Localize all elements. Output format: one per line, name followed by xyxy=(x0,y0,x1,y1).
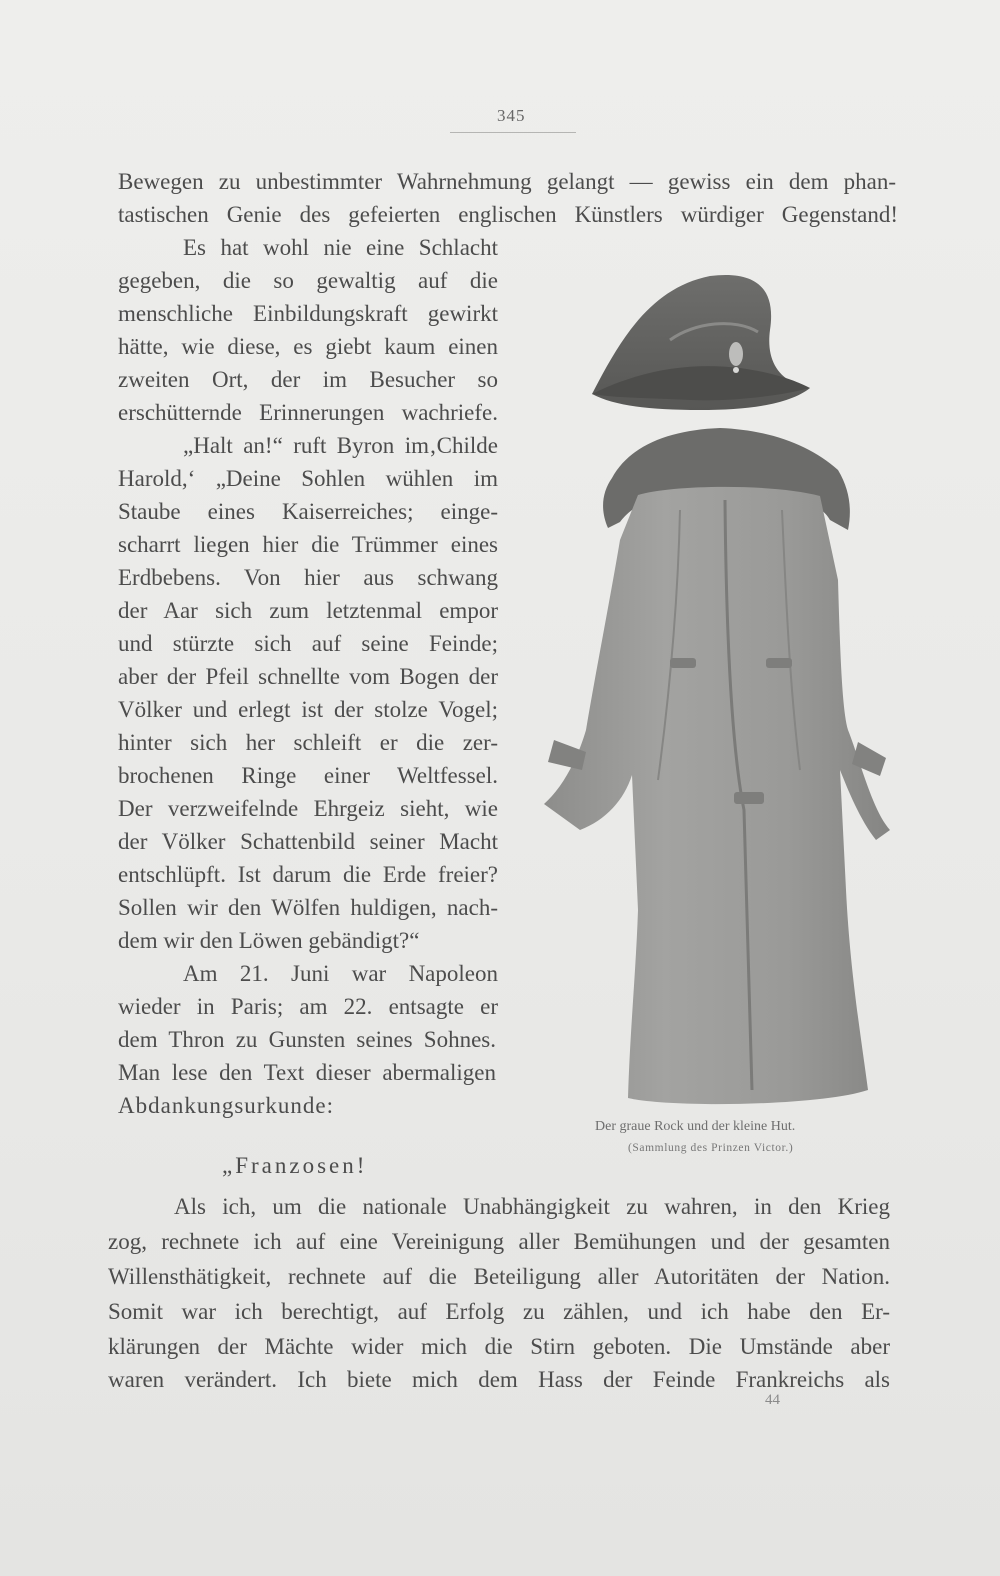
text-line: Der verzweifelnde Ehrgeiz sieht, wie xyxy=(118,796,498,821)
text-line: brochenen Ringe einer Weltfessel. xyxy=(118,763,498,788)
text-line: gegeben, die so gewaltig auf die xyxy=(118,268,498,293)
text-line: Bewegen zu unbestimmter Wahrnehmung gelangt — gewiss ein dem phan- xyxy=(118,169,896,194)
text-line: Abdankungsurkunde: xyxy=(118,1093,335,1118)
figure-caption: Der graue Rock und der kleine Hut. xyxy=(595,1119,796,1134)
text-line: zweiten Ort, der im Besucher so xyxy=(118,367,498,392)
text-line: und stürzte sich auf seine Feinde; xyxy=(118,631,498,656)
text-line: wieder in Paris; am 22. entsagte er xyxy=(118,994,498,1019)
section-heading: „Franzosen! xyxy=(222,1153,368,1178)
text-line: scharrt liegen hier die Trümmer eines xyxy=(118,532,498,557)
text-line: menschliche Einbildungskraft gewirkt xyxy=(118,301,498,326)
text-line: dem wir den Löwen gebändigt?“ xyxy=(118,928,420,953)
text-line: erschütternde Erinnerungen wachriefe. xyxy=(118,400,498,425)
text-line: Am 21. Juni war Napoleon xyxy=(183,961,498,986)
text-line: Willensthätigkeit, rechnete auf die Beteiligung aller Autoritäten der Nation. xyxy=(108,1264,890,1289)
text-line: Sollen wir den Wölfen huldigen, nach- xyxy=(118,895,498,920)
text-line: hätte, wie diese, es giebt kaum einen xyxy=(118,334,498,359)
text-line: zog, rechnete ich auf eine Vereinigung aller Bemühungen und der gesamten xyxy=(108,1229,890,1254)
text-line: entschlüpft. Ist darum die Erde freier? xyxy=(118,862,498,887)
signature-mark: 44 xyxy=(765,1392,780,1408)
header-rule xyxy=(450,132,576,133)
text-line: Völker und erlegt ist der stolze Vogel; xyxy=(118,697,498,722)
text-line: der Aar sich zum letztenmal empor xyxy=(118,598,498,623)
text-line: klärungen der Mächte wider mich die Stirn geboten. Die Umstände aber xyxy=(108,1334,890,1359)
text-line: der Völker Schattenbild seiner Macht xyxy=(118,829,498,854)
text-line: Man lese den Text dieser abermaligen xyxy=(118,1060,496,1085)
hat-and-coat-illustration xyxy=(520,270,900,1110)
text-line: Es hat wohl nie eine Schlacht xyxy=(183,235,498,260)
text-line: dem Thron zu Gunsten seines Sohnes. xyxy=(118,1027,496,1052)
text-line: Erdbebens. Von hier aus schwang xyxy=(118,565,498,590)
grey-coat xyxy=(544,428,890,1104)
text-line: „Halt an!“ ruft Byron im‚Childe xyxy=(183,433,498,458)
text-line: waren verändert. Ich biete mich dem Hass der Feinde Frankreichs als xyxy=(108,1367,890,1392)
page-number: 345 xyxy=(497,106,526,125)
text-line: Harold,‘ „Deine Sohlen wühlen im xyxy=(118,466,498,491)
text-line: tastischen Genie des gefeierten englischen Künstlers würdiger Gegenstand! xyxy=(118,202,898,227)
text-line: Als ich, um die nationale Unabhängigkeit zu wahren, in den Krieg xyxy=(174,1194,890,1219)
figure-caption-source: (Sammlung des Prinzen Victor.) xyxy=(628,1142,794,1154)
text-line: Staube eines Kaiserreiches; einge- xyxy=(118,499,498,524)
bicorne-hat xyxy=(592,275,810,410)
text-line: Somit war ich berechtigt, auf Erfolg zu zählen, und ich habe den Er- xyxy=(108,1299,890,1324)
text-line: aber der Pfeil schnellte vom Bogen der xyxy=(118,664,498,689)
text-line: hinter sich her schleift er die zer- xyxy=(118,730,498,755)
